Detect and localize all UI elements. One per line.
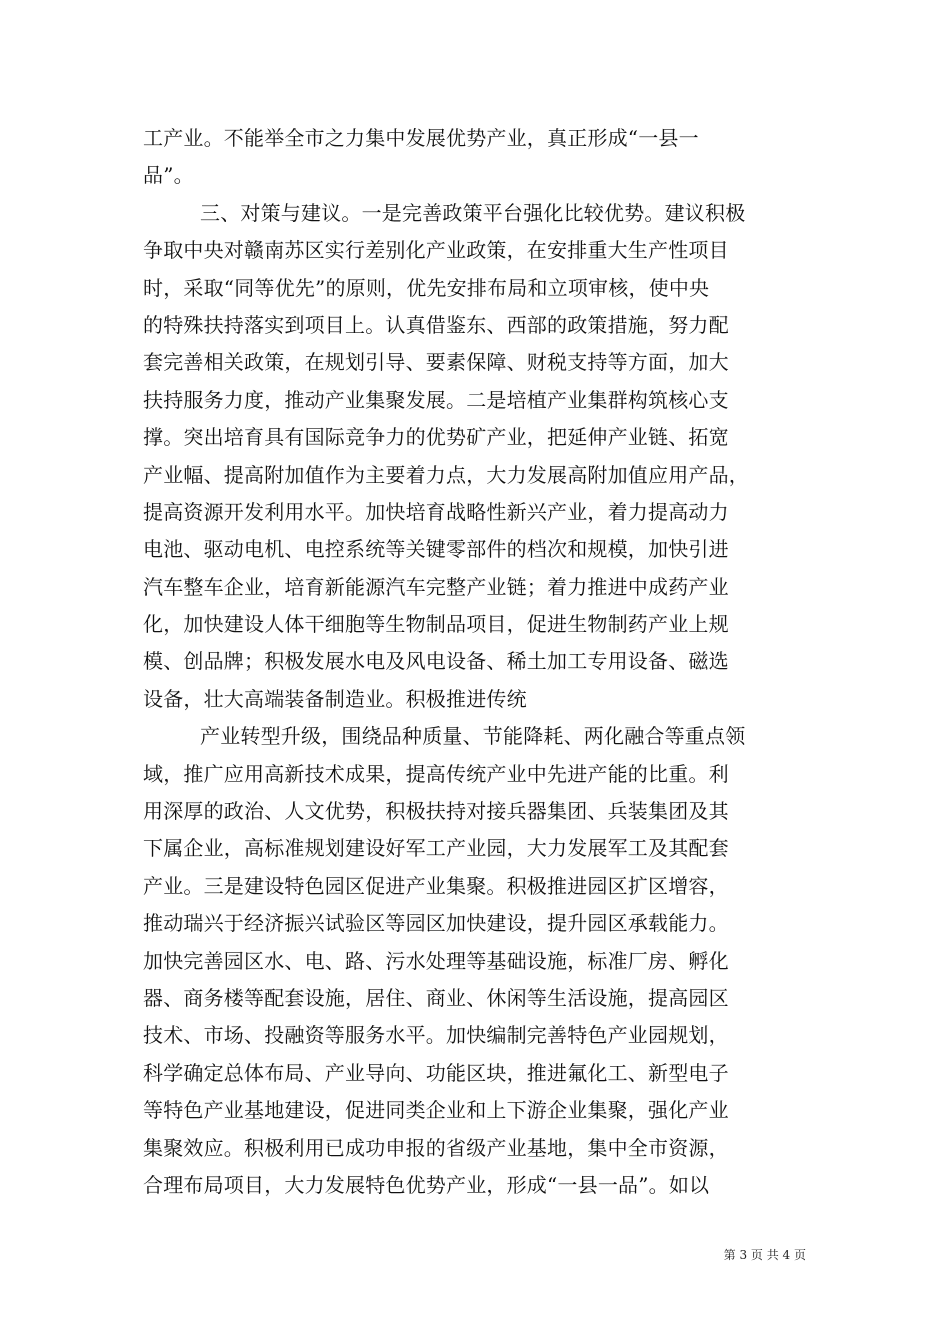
page-number: 第 3 页 共 4 页: [723, 1248, 806, 1262]
paragraph-start-line: 产业转型升级，围绕品种质量、节能降耗、两化融合等重点领: [200, 724, 746, 749]
text-line: 下属企业，高标准规划建设好军工产业园，大力发展军工及其配套: [143, 836, 729, 861]
text-line: 集聚效应。积极利用已成功申报的省级产业基地，集中全市资源，: [143, 1135, 729, 1160]
text-line: 合理布局项目，大力发展特色优势产业，形成“一县一品”。如以: [143, 1172, 710, 1197]
paragraph-start-line: 三、对策与建议。一是完善政策平台强化比较优势。建议积极: [200, 200, 746, 225]
text-line: 推动瑞兴于经济振兴试验区等园区加快建设，提升园区承载能力。: [143, 911, 729, 936]
text-line: 电池、驱动电机、电控系统等关键零部件的档次和规模，加快引进: [143, 537, 729, 562]
text-line: 科学确定总体布局、产业导向、功能区块，推进氟化工、新型电子: [143, 1060, 729, 1085]
text-line: 的特殊扶持落实到项目上。认真借鉴东、西部的政策措施，努力配: [143, 312, 729, 337]
text-line: 设备，壮大高端装备制造业。积极推进传统: [143, 686, 527, 711]
text-line: 套完善相关政策，在规划引导、要素保障、财税支持等方面，加大: [143, 350, 729, 375]
text-line: 时，采取“同等优先”的原则，优先安排布局和立项审核，使中央: [143, 275, 710, 300]
text-line: 技术、市场、投融资等服务水平。加快编制完善特色产业园规划，: [143, 1023, 729, 1048]
text-line: 器、商务楼等配套设施，居住、商业、休闲等生活设施，提高园区: [143, 985, 729, 1010]
text-line: 化，加快建设人体干细胞等生物制品项目，促进生物制药产业上规: [143, 612, 729, 637]
text-line: 域，推广应用高新技术成果，提高传统产业中先进产能的比重。利: [143, 761, 729, 786]
text-line: 用深厚的政治、人文优势，积极扶持对接兵器集团、兵装集团及其: [143, 799, 729, 824]
text-line: 等特色产业基地建设，促进同类企业和上下游企业集聚，强化产业: [143, 1098, 729, 1123]
text-line: 模、创品牌；积极发展水电及风电设备、稀土加工专用设备、磁选: [143, 649, 729, 674]
body-text: [143, 120, 808, 1204]
text-line: 产业。三是建设特色园区促进产业集聚。积极推进园区扩区增容，: [143, 873, 729, 898]
text-line: 汽车整车企业，培育新能源汽车完整产业链；着力推进中成药产业: [143, 574, 729, 599]
text-line: 撑。突出培育具有国际竞争力的优势矿产业，把延伸产业链、拓宽: [143, 425, 729, 450]
text-line: 争取中央对赣南苏区实行差别化产业政策，在安排重大生产性项目: [143, 238, 729, 263]
text-line: 扶持服务力度，推动产业集聚发展。二是培植产业集群构筑核心支: [143, 387, 729, 412]
text-line: 品”。: [143, 163, 194, 188]
text-line: 加快完善园区水、电、路、污水处理等基础设施，标准厂房、孵化: [143, 948, 729, 973]
text-line: 产业幅、提高附加值作为主要着力点，大力发展高附加值应用产品，: [143, 462, 749, 487]
text-line: 提高资源开发利用水平。加快培育战略性新兴产业，着力提高动力: [143, 499, 729, 524]
text-line: 工产业。不能举全市之力集中发展优势产业，真正形成“一县一: [143, 126, 699, 150]
